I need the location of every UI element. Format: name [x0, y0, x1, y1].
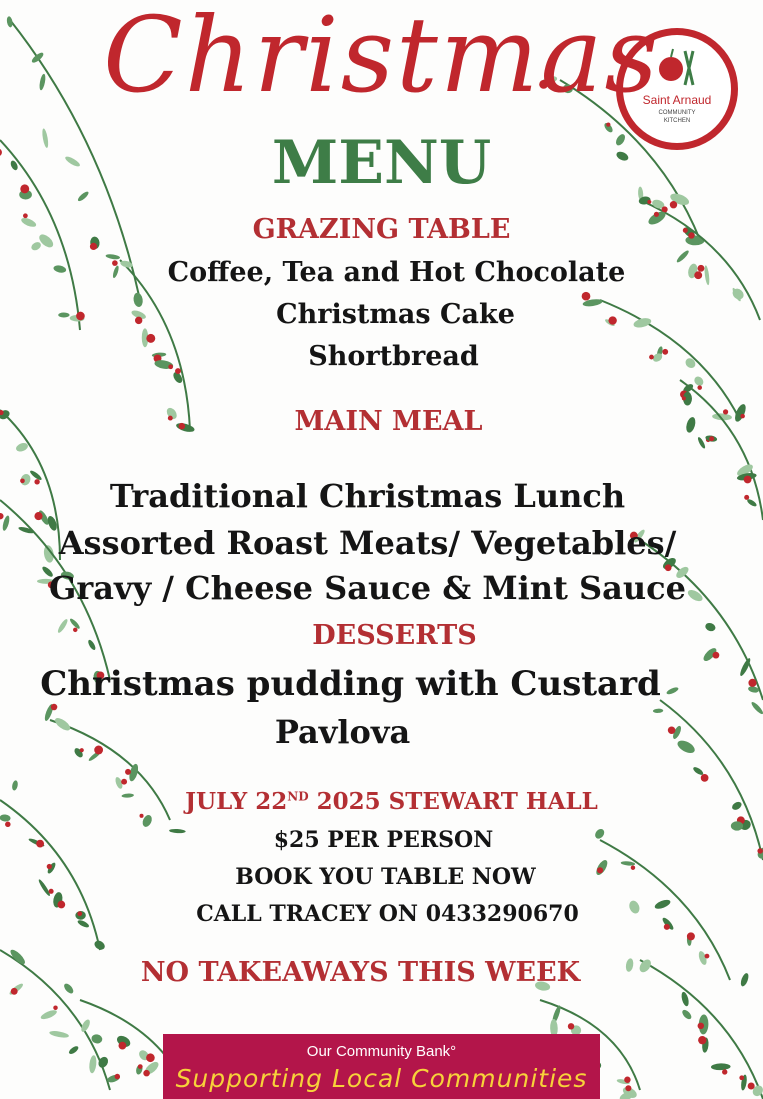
heading-grazing-table: GRAZING TABLE	[252, 214, 511, 245]
banner-slogan: Supporting Local Communities	[175, 1064, 588, 1093]
heading-desserts: DESSERTS	[312, 620, 477, 651]
dessert-item: Pavlova	[274, 713, 411, 751]
logo-line-kitchen: KITCHEN	[663, 118, 691, 124]
dessert-item: Christmas pudding with Custard	[40, 664, 661, 704]
main-meal-item: Gravy / Cheese Sauce & Mint Sauce	[49, 569, 686, 607]
event-date: JULY 22	[185, 788, 288, 815]
event-date-suffix: ND	[287, 789, 309, 804]
title-christmas: Christmas	[103, 0, 660, 116]
logo-name: Saint Arnaud	[642, 93, 712, 107]
event-contact: CALL TRACEY ON 0433290670	[196, 901, 579, 927]
banner-bank-name: Our Community Bank°	[306, 1043, 457, 1060]
main-meal-item: Assorted Roast Meats/ Vegetables/	[58, 524, 677, 562]
event-venue: 2025 STEWART HALL	[308, 788, 598, 815]
grazing-item: Shortbread	[308, 341, 479, 372]
event-date-venue	[10, 788, 763, 815]
event-booking: BOOK YOU TABLE NOW	[235, 864, 536, 890]
title-menu: MENU	[271, 128, 492, 198]
grazing-item: Coffee, Tea and Hot Chocolate	[167, 257, 626, 288]
community-bank-banner	[163, 1034, 600, 1099]
event-price: $25 PER PERSON	[273, 827, 494, 853]
main-meal-item: Traditional Christmas Lunch	[109, 477, 626, 515]
heading-main-meal: MAIN MEAL	[294, 406, 483, 437]
no-takeaways-notice: NO TAKEAWAYS THIS WEEK	[140, 957, 581, 988]
grazing-item: Christmas Cake	[276, 299, 515, 330]
logo-line-community: COMMUNITY	[658, 110, 696, 116]
